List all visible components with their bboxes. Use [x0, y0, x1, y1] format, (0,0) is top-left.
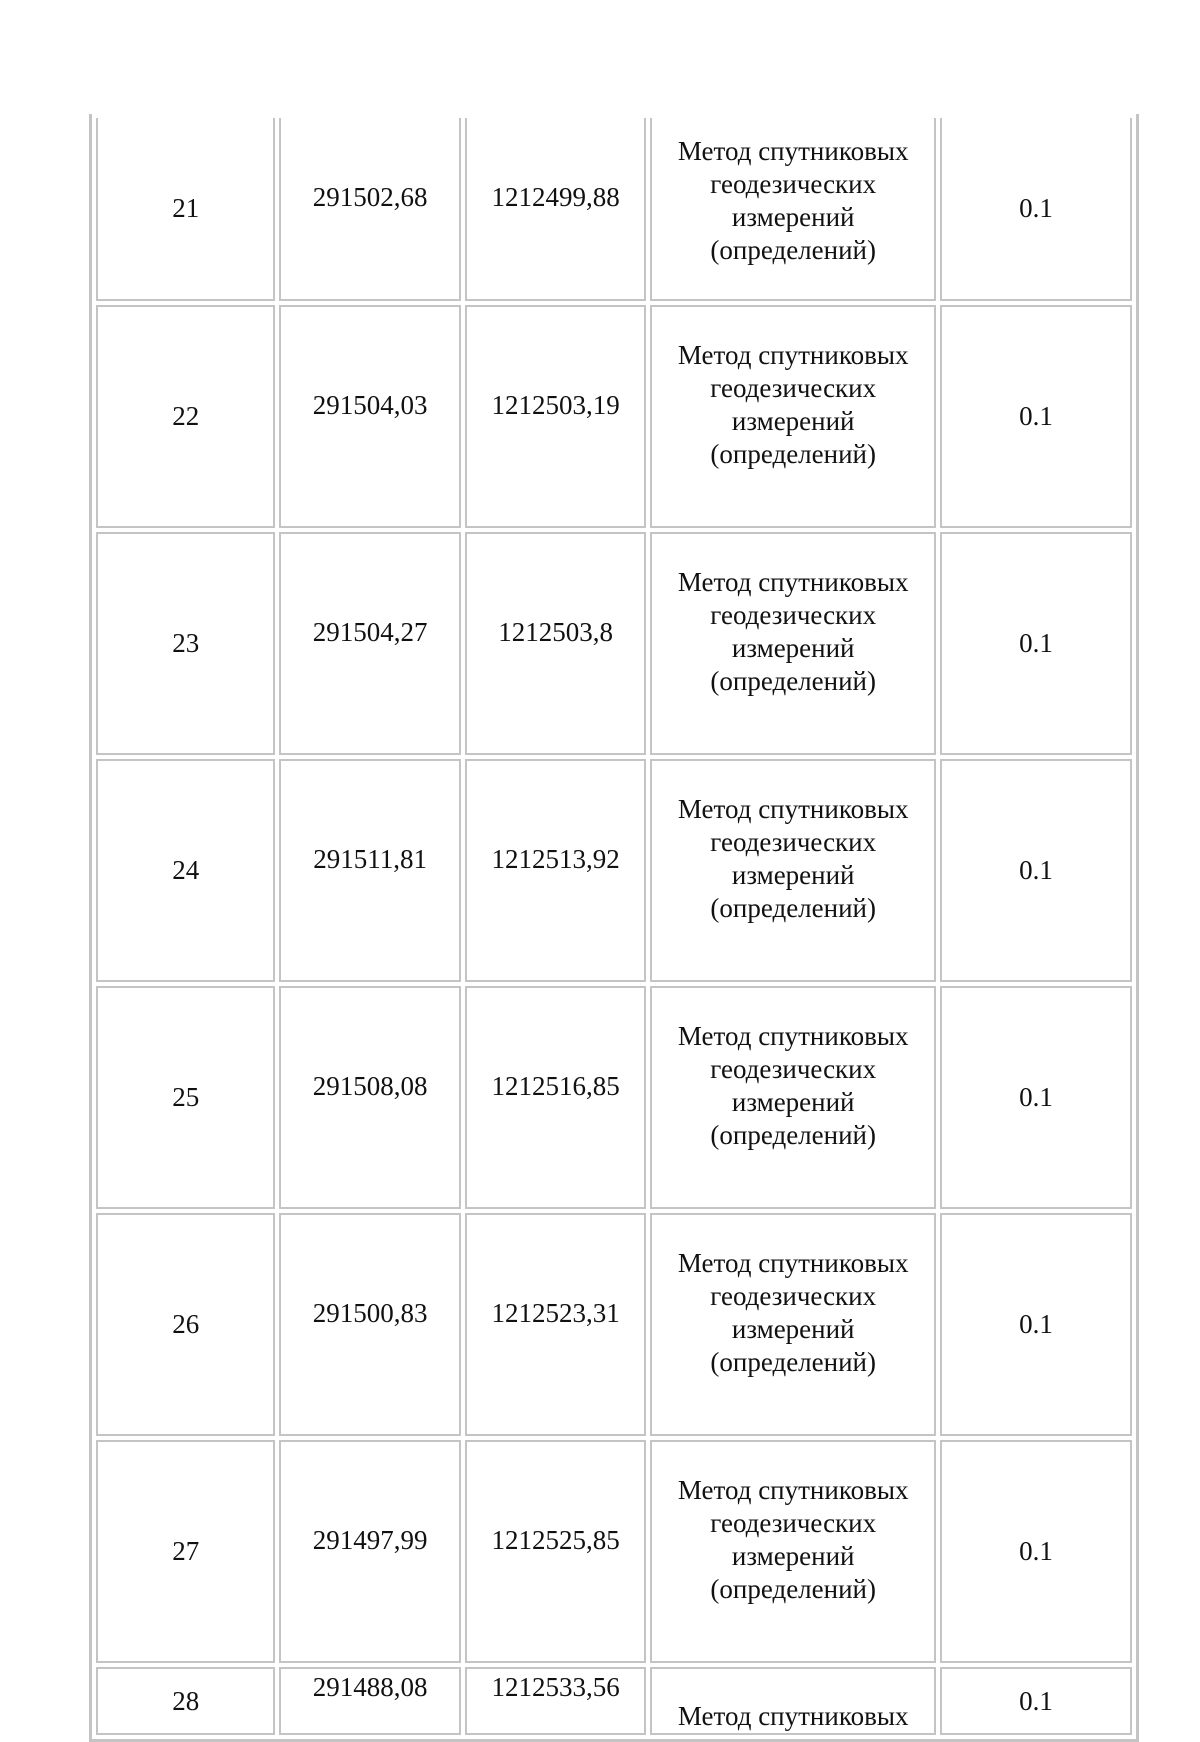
point-number-cell: 26 [96, 1213, 275, 1436]
x-coordinate-cell [279, 1440, 460, 1663]
x-coordinate: 291500,83 [312, 1298, 428, 1328]
table-row [96, 1667, 1132, 1735]
method-cell: Метод спутниковых [650, 1667, 936, 1735]
method-cell: Метод спутниковых геодезических измерений (определений) [650, 1213, 936, 1436]
y-coordinate: 1212513,92 [491, 844, 620, 874]
y-coordinate-cell [465, 118, 646, 301]
y-coordinate: 1212516,85 [491, 1071, 620, 1101]
method-cell: Метод спутниковых геодезических измерений (определений) [650, 305, 936, 528]
table-row [96, 118, 1132, 301]
table-row [96, 532, 1132, 755]
y-coordinate: 1212503,8 [498, 617, 613, 647]
x-coordinate: 291508,08 [312, 1071, 428, 1101]
point-number-cell: 23 [96, 532, 275, 755]
x-coordinate-cell [279, 1667, 460, 1735]
table-body [96, 118, 1132, 1735]
y-coordinate-cell [465, 532, 646, 755]
point-number-cell: 22 [96, 305, 275, 528]
y-coordinate-cell [465, 1440, 646, 1663]
accuracy-cell: 0.1 [940, 305, 1132, 528]
x-coordinate: 291511,81 [313, 844, 427, 874]
accuracy-cell: 0.1 [940, 1213, 1132, 1436]
accuracy-cell: 0.1 [940, 759, 1132, 982]
y-coordinate: 1212525,85 [491, 1525, 620, 1555]
point-number-cell: 28 [96, 1667, 275, 1735]
x-coordinate-cell [279, 118, 460, 301]
accuracy-cell: 0.1 [940, 986, 1132, 1209]
y-coordinate-cell [465, 305, 646, 528]
y-coordinate-cell [465, 1667, 646, 1735]
x-coordinate-cell [279, 532, 460, 755]
accuracy-cell: 0.1 [940, 118, 1132, 301]
point-number-cell: 21 [96, 118, 275, 301]
accuracy-cell: 0.1 [940, 1440, 1132, 1663]
point-number-cell: 27 [96, 1440, 275, 1663]
y-coordinate: 1212503,19 [491, 390, 620, 420]
x-coordinate: 291502,68 [312, 182, 428, 212]
y-coordinate-cell [465, 986, 646, 1209]
y-coordinate-cell [465, 759, 646, 982]
y-coordinate: 1212523,31 [491, 1298, 620, 1328]
point-number-cell: 25 [96, 986, 275, 1209]
x-coordinate-cell [279, 1213, 460, 1436]
y-coordinate: 1212533,56 [491, 1671, 620, 1702]
method-cell: Метод спутниковых геодезических измерений (определений) [650, 1440, 936, 1663]
x-coordinate-cell [279, 986, 460, 1209]
accuracy-cell: 0.1 [940, 532, 1132, 755]
table-row [96, 1440, 1132, 1663]
method-cell: Метод спутниковых геодезических измерений (определений) [650, 759, 936, 982]
accuracy-cell: 0.1 [940, 1667, 1132, 1735]
x-coordinate: 291497,99 [312, 1525, 428, 1555]
point-number-cell: 24 [96, 759, 275, 982]
table-row [96, 1213, 1132, 1436]
x-coordinate-cell [279, 759, 460, 982]
table-row [96, 759, 1132, 982]
x-coordinate: 291488,08 [312, 1671, 428, 1702]
y-coordinate: 1212499,88 [491, 182, 620, 212]
y-coordinate-cell [465, 1213, 646, 1436]
x-coordinate-cell [279, 305, 460, 528]
coordinates-table [89, 114, 1139, 1742]
table-row [96, 305, 1132, 528]
x-coordinate: 291504,27 [312, 617, 428, 647]
method-cell: Метод спутниковых геодезических измерений (определений) [650, 532, 936, 755]
x-coordinate: 291504,03 [312, 390, 428, 420]
table-row [96, 986, 1132, 1209]
method-cell: Метод спутниковых геодезических измерений (определений) [650, 118, 936, 301]
method-cell: Метод спутниковых геодезических измерений (определений) [650, 986, 936, 1209]
